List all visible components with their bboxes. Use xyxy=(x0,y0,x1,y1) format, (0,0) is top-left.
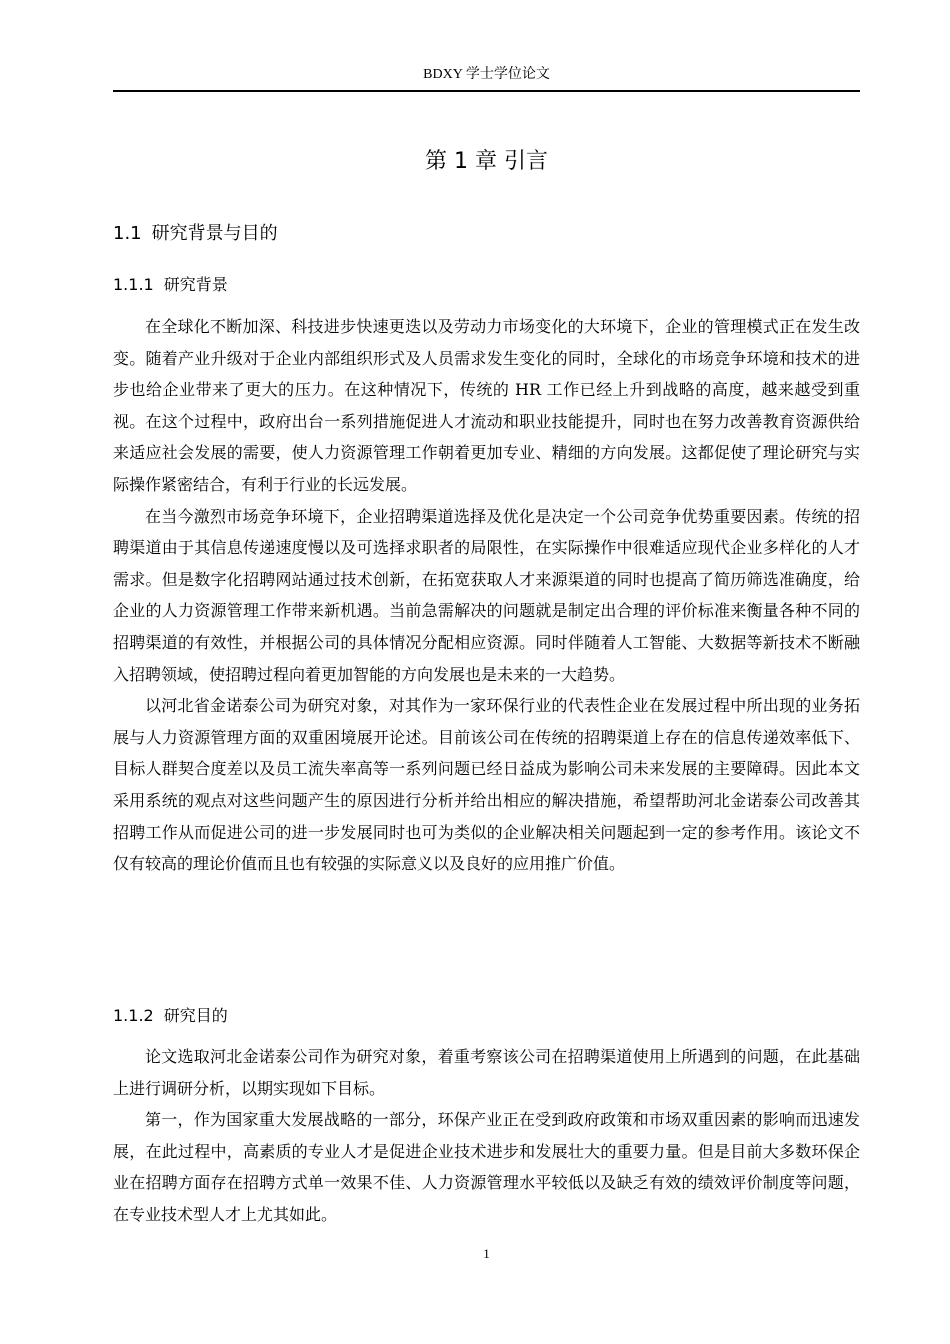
running-header-title: BDXY 学士学位论文 xyxy=(423,67,550,82)
section-number: 1.1.1 xyxy=(113,275,154,294)
purpose-body xyxy=(113,1041,860,1231)
paragraph: 论文选取河北金诺泰公司作为研究对象，着重考察该公司在招聘渠道使用上所遇到的问题，在此基础上进行调研分析，以期实现如下目标。 xyxy=(113,1047,860,1098)
paragraph: 在全球化不断加深、科技进步快速更迭以及劳动力市场变化的大环境下，企业的管理模式正在发生改变。随着产业升级对于企业内部组织形式及人员需求发生变化的同时，全球化的市场竞争环境和技术的进步也给企业带来了更大的压力。在这种情况下，传统的 HR 工作已经上升到战略的高度，越来越受到重视。在这个过程中，政府出台一系列措施促进人才流动和职业技能提升，同时也在努力改善教育资源供给来适应社会发展的需要，使人力资源管理工作朝着更加专业、精细的方向发展。这都促使了理论研究与实际操作紧密结合，有利于行业的长远发展。 xyxy=(113,317,860,494)
section-heading-1-1 xyxy=(113,221,278,247)
paragraph: 以河北省金诺泰公司为研究对象，对其作为一家环保行业的代表性企业在发展过程中所出现的业务拓展与人力资源管理方面的双重困境展开论述。目前该公司在传统的招聘渠道上存在的信息传递效率低下、目标人群契合度差以及员工流失率高等一系列问题已经日益成为影响公司未来发展的主要障碍。因此本文采用系统的观点对这些问题产生的原因进行分析并给出相应的解决措施，希望帮助河北金诺泰公司改善其招聘工作从而促进公司的进一步发展同时也可为类似的企业解决相关问题起到一定的参考作用。该论文不仅有较高的理论价值而且也有较强的实际意义以及良好的应用推广价值。 xyxy=(113,696,860,874)
section-number: 1.1 xyxy=(113,223,142,244)
paragraph: 在当今激烈市场竞争环境下，企业招聘渠道选择及优化是决定一个公司竞争优势重要因素。传统的招聘渠道由于其信息传递速度慢以及可选择求职者的局限性，在实际操作中很难适应现代企业多样化的人才需求。但是数字化招聘网站通过技术创新，在拓宽获取人才来源渠道的同时也提高了简历筛选准确度，给企业的人力资源管理工作带来新机遇。当前急需解决的问题就是制定出合理的评价标准来衡量各种不同的招聘渠道的有效性，并根据公司的具体情况分配相应资源。同时伴随着人工智能、大数据等新技术不断融入招聘领域，使招聘过程向着更加智能的方向发展也是未来的一大趋势。 xyxy=(113,506,860,684)
section-heading-1-1-1 xyxy=(113,273,228,297)
section-heading-1-1-2 xyxy=(113,1004,228,1028)
section-number: 1.1.2 xyxy=(113,1006,154,1025)
background-body xyxy=(113,311,860,880)
page-number: 1 xyxy=(483,1246,490,1261)
section-title: 研究背景与目的 xyxy=(151,223,278,244)
running-header xyxy=(113,66,860,92)
section-title: 研究背景 xyxy=(163,275,228,294)
paragraph: 第一，作为国家重大发展战略的一部分，环保产业正在受到政府政策和市场双重因素的影响而迅速发展，在此过程中，高素质的专业人才是促进企业技术进步和发展壮大的重要力量。但是目前大多数环保企业在招聘方面存在招聘方式单一效果不佳、人力资源管理水平较低以及缺乏有效的绩效评价制度等问题，在专业技术型人才上尤其如此。 xyxy=(113,1110,860,1224)
chapter-title: 第 1 章 引言 xyxy=(425,149,548,174)
section-title: 研究目的 xyxy=(163,1006,228,1025)
